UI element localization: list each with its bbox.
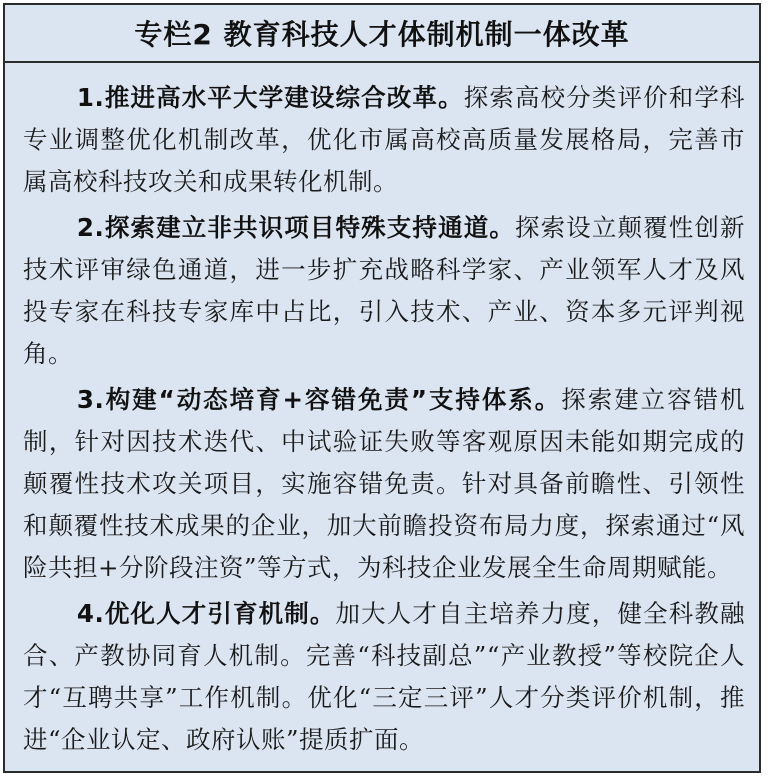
column-box (3, 3, 761, 773)
item-body-1: 探索高校分类评价和学科专业调整优化机制改革，优化市属高校高质量发展格局，完善市属高校科技攻关和成果转化机制。 (23, 83, 746, 196)
item-paragraph-2 (23, 207, 745, 375)
column-header (5, 5, 759, 63)
item-body-3: 探索建立容错机制，针对因技术迭代、中试验证失败等客观原因未能如期完成的颠覆性技术攻关项目，实施容错免责。针对具备前瞻性、引领性和颠覆性技术成果的企业，加大前瞻投资布局力度，探索通过“风险共担+分阶段注资”等方式，为科技企业发展全生命周期赋能。 (23, 385, 745, 582)
item-body-2: 探索设立颠覆性创新技术评审绿色通道，进一步扩充战略科学家、产业领军人才及风投专家在科技专家库中占比，引入技术、产业、资本多元评判视角。 (23, 213, 745, 368)
item-paragraph-3 (23, 379, 745, 589)
item-heading-1: 1.推进高水平大学建设综合改革。 (76, 83, 464, 112)
item-heading-3: 3.构建“动态培育+容错免责”支持体系。 (76, 385, 562, 414)
column-title: 专栏2 教育科技人才体制机制一体改革 (134, 18, 630, 51)
item-heading-2: 2.探索建立非共识项目特殊支持通道。 (76, 213, 515, 242)
item-heading-4: 4.优化人才引育机制。 (76, 599, 336, 628)
item-body-4: 加大人才自主培养力度，健全科教融合、产教协同育人机制。完善“科技副总”“产业教授”等校院企人才“互聘共享”工作机制。优化“三定三评”人才分类评价机制，推进“企业认定、政府认账”提质扩面。 (23, 599, 745, 754)
item-paragraph-1 (23, 77, 745, 203)
column-body (5, 63, 759, 761)
item-paragraph-4 (23, 593, 745, 761)
